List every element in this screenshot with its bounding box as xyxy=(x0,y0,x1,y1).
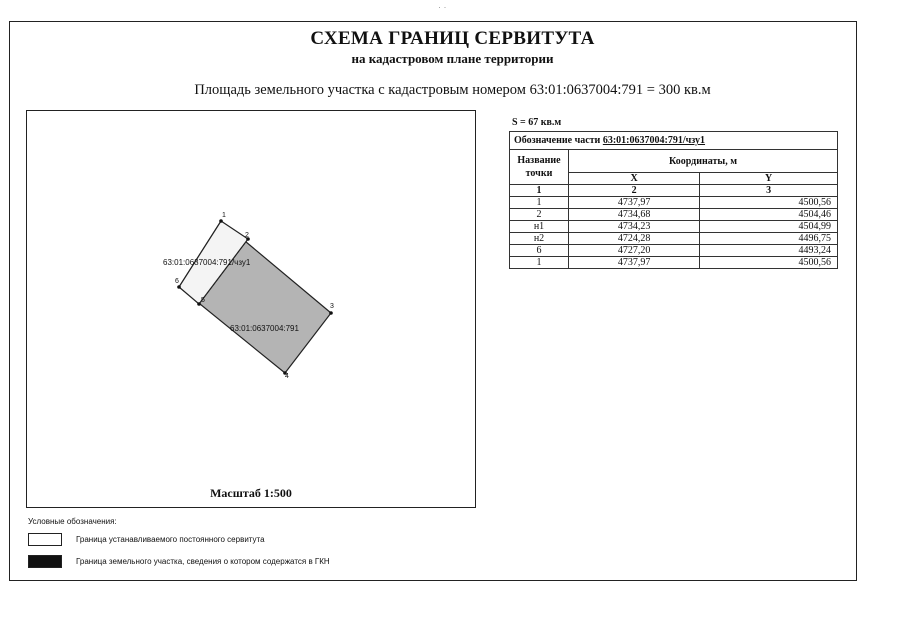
vertex-6 xyxy=(177,285,181,289)
col-number-3: 3 xyxy=(700,185,838,197)
servitude-area: S = 67 кв.м xyxy=(512,117,562,128)
document-title: СХЕМА ГРАНИЦ СЕРВИТУТА xyxy=(310,28,595,49)
table-row xyxy=(510,233,838,245)
point-label-6: 6 xyxy=(175,278,179,285)
point-label-4: 4 xyxy=(285,373,289,380)
row-point: 1 xyxy=(510,197,569,209)
legend-swatch-white xyxy=(28,533,62,546)
row-x: 4727,20 xyxy=(569,245,700,257)
row-point: 1 xyxy=(510,257,569,269)
table-row xyxy=(510,245,838,257)
row-y: 4500,56 xyxy=(700,257,838,269)
point-label-1: 1 xyxy=(222,212,226,219)
table-row xyxy=(510,257,838,269)
table-row xyxy=(510,209,838,221)
col-number-1: 1 xyxy=(510,185,569,197)
legend-title: Условные обозначения: xyxy=(28,517,117,526)
legend-swatch-black xyxy=(28,555,62,568)
row-y: 4504,46 xyxy=(700,209,838,221)
row-x: 4734,23 xyxy=(569,221,700,233)
designation-value: 63:01:0637004:791/чзу1 xyxy=(602,135,706,146)
row-point: 6 xyxy=(510,245,569,257)
row-x: 4737,97 xyxy=(569,257,700,269)
cadastral-map xyxy=(26,110,476,508)
col-point-name: Название точки xyxy=(510,150,569,185)
point-label-2: 2 xyxy=(245,232,249,239)
vertex-1 xyxy=(219,219,223,223)
servitude-label: 63:01:0637004:791/чзу1 xyxy=(163,258,251,267)
document-subtitle: на кадастровом плане территории xyxy=(351,51,554,66)
designation-cell xyxy=(510,132,838,150)
col-y: Y xyxy=(700,173,838,185)
row-x: 4724,28 xyxy=(569,233,700,245)
coordinates-table xyxy=(509,131,838,269)
table-row xyxy=(510,197,838,209)
parcel-label: 63:01:0637004:791 xyxy=(230,324,299,333)
row-y: 4500,56 xyxy=(700,197,838,209)
cadastral-map-drawing xyxy=(27,111,474,506)
designation-prefix: Обозначение части xyxy=(514,135,603,146)
point-label-5: 5 xyxy=(201,297,205,304)
legend-label: Граница земельного участка, сведения о котором содержатся в ГКН xyxy=(76,557,330,566)
parcel-area-line: Площадь земельного участка с кадастровым номером 63:01:0637004:791 = 300 кв.м xyxy=(194,82,711,98)
col-number-2: 2 xyxy=(569,185,700,197)
row-y: 4504,99 xyxy=(700,221,838,233)
row-point: н2 xyxy=(510,233,569,245)
header-row xyxy=(510,150,838,173)
designation-row xyxy=(510,132,838,150)
row-y: 4493,24 xyxy=(700,245,838,257)
scan-artifact: · · xyxy=(438,2,447,12)
point-label-3: 3 xyxy=(330,303,334,310)
legend-label: Граница устанавливаемого постоянного сервитута xyxy=(76,535,265,544)
vertex-3 xyxy=(329,311,333,315)
column-number-row xyxy=(510,185,838,197)
row-point: н1 xyxy=(510,221,569,233)
row-y: 4496,75 xyxy=(700,233,838,245)
map-scale: Масштаб 1:500 xyxy=(210,486,292,500)
row-x: 4734,68 xyxy=(569,209,700,221)
row-x: 4737,97 xyxy=(569,197,700,209)
table-row xyxy=(510,221,838,233)
col-coordinates: Координаты, м xyxy=(569,150,838,173)
col-x: X xyxy=(569,173,700,185)
row-point: 2 xyxy=(510,209,569,221)
